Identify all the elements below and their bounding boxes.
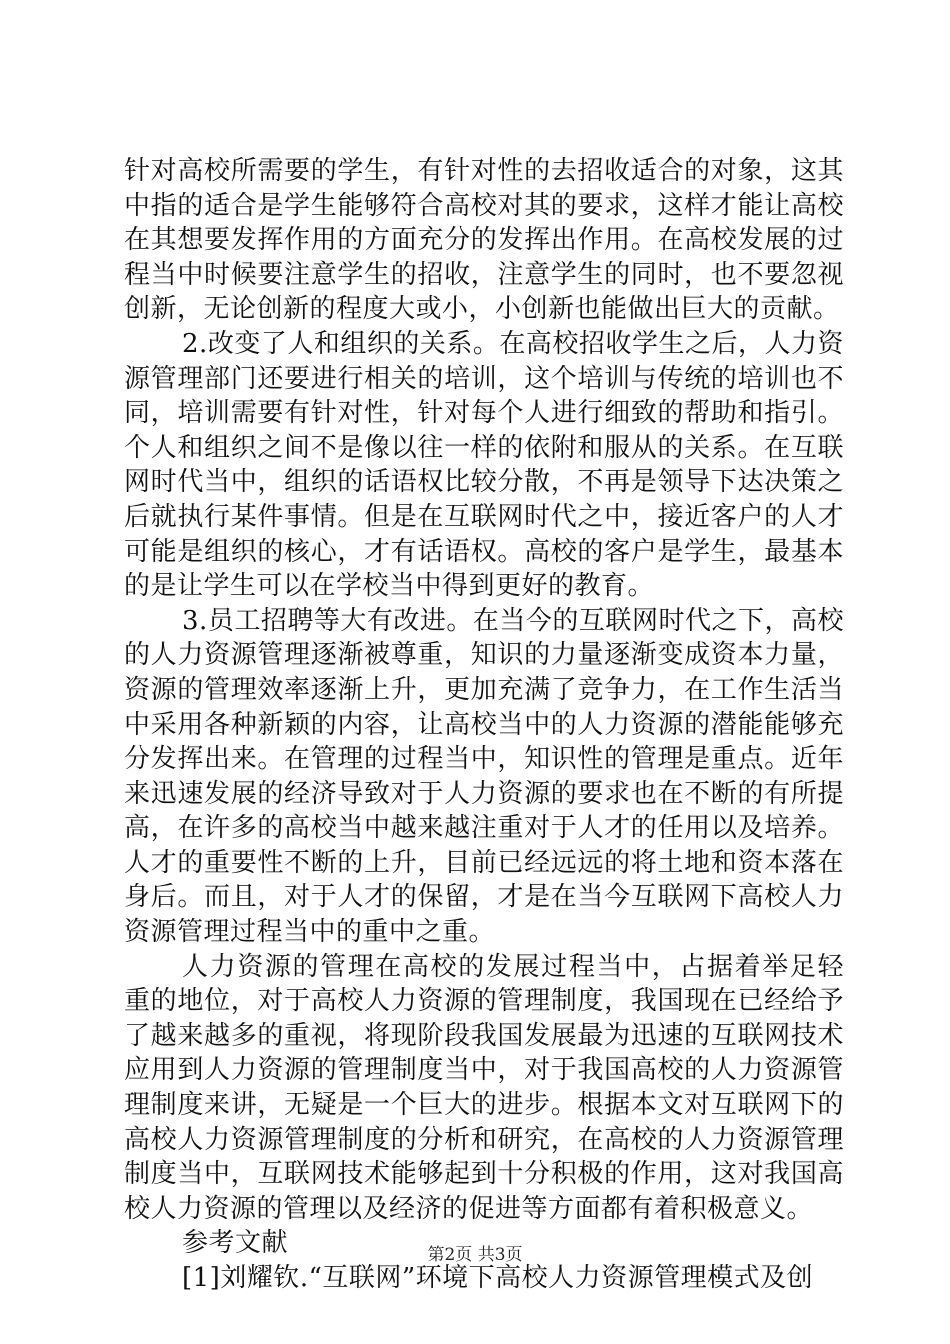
reference-item-1: [1]刘耀钦.“互联网”环境下高校人力资源管理模式及创 bbox=[182, 1263, 814, 1293]
document-body bbox=[124, 154, 844, 1296]
paragraph-3: 3.员工招聘等大有改进。在当今的互联网时代之下，高校的人力资源管理逐渐被尊重，知识的力量逐渐变成资本力量，资源的管理效率逐渐上升，更加充满了竞争力，在工作生活当中采用各种新颖的内容，让高校当中的人力资源的潜能能够充分发挥出来。在管理的过程当中，知识性的管理是重点。近年来迅速发展的经济导致对于人力资源的要求也在不断的有所提高，在许多的高校当中越来越注重对于人才的任用以及培养。人才的重要性不断的上升，目前已经远远的将土地和资本落在身后。而且，对于人才的保留，才是在当今互联网下高校人力资源管理过程当中的重中之重。 bbox=[124, 605, 844, 948]
paragraph-2: 2.改变了人和组织的关系。在高校招收学生之后，人力资源管理部门还要进行相关的培训，这个培训与传统的培训也不同，培训需要有针对性，针对每个人进行细致的帮助和指引。个人和组织之间不是像以往一样的依附和服从的关系。在互联网时代当中，组织的话语权比较分散，不再是领导下达决策之后就执行某件事情。但是在互联网时代之中，接近客户的人才可能是组织的核心，才有话语权。高校的客户是学生，最基本的是让学生可以在学校当中得到更好的教育。 bbox=[124, 328, 844, 602]
paragraph-1: 针对高校所需要的学生，有针对性的去招收适合的对象，这其中指的适合是学生能够符合高校对其的要求，这样才能让高校在其想要发挥作用的方面充分的发挥出作用。在高校发展的过程当中时候要注意学生的招收，注意学生的同时，也不要忽视创新，无论创新的程度大或小，小创新也能做出巨大的贡献。 bbox=[124, 156, 844, 325]
page-number-footer: 第2页 共3页 bbox=[427, 1245, 523, 1265]
paragraph-4: 人力资源的管理在高校的发展过程当中，占据着举足轻重的地位，对于高校人力资源的管理制度，我国现在已经给予了越来越多的重视，将现阶段我国发展最为迅速的互联网技术应用到人力资源的管理制度当中，对于我国高校的人力资源管理制度来讲，无疑是一个巨大的进步。根据本文对互联网下的高校人力资源管理制度的分析和研究，在高校的人力资源管理制度当中，互联网技术能够起到十分积极的作用，这对我国高校人力资源的管理以及经济的促进等方面都有着积极意义。 bbox=[124, 951, 844, 1224]
references-heading: 参考文献 bbox=[182, 1228, 289, 1259]
